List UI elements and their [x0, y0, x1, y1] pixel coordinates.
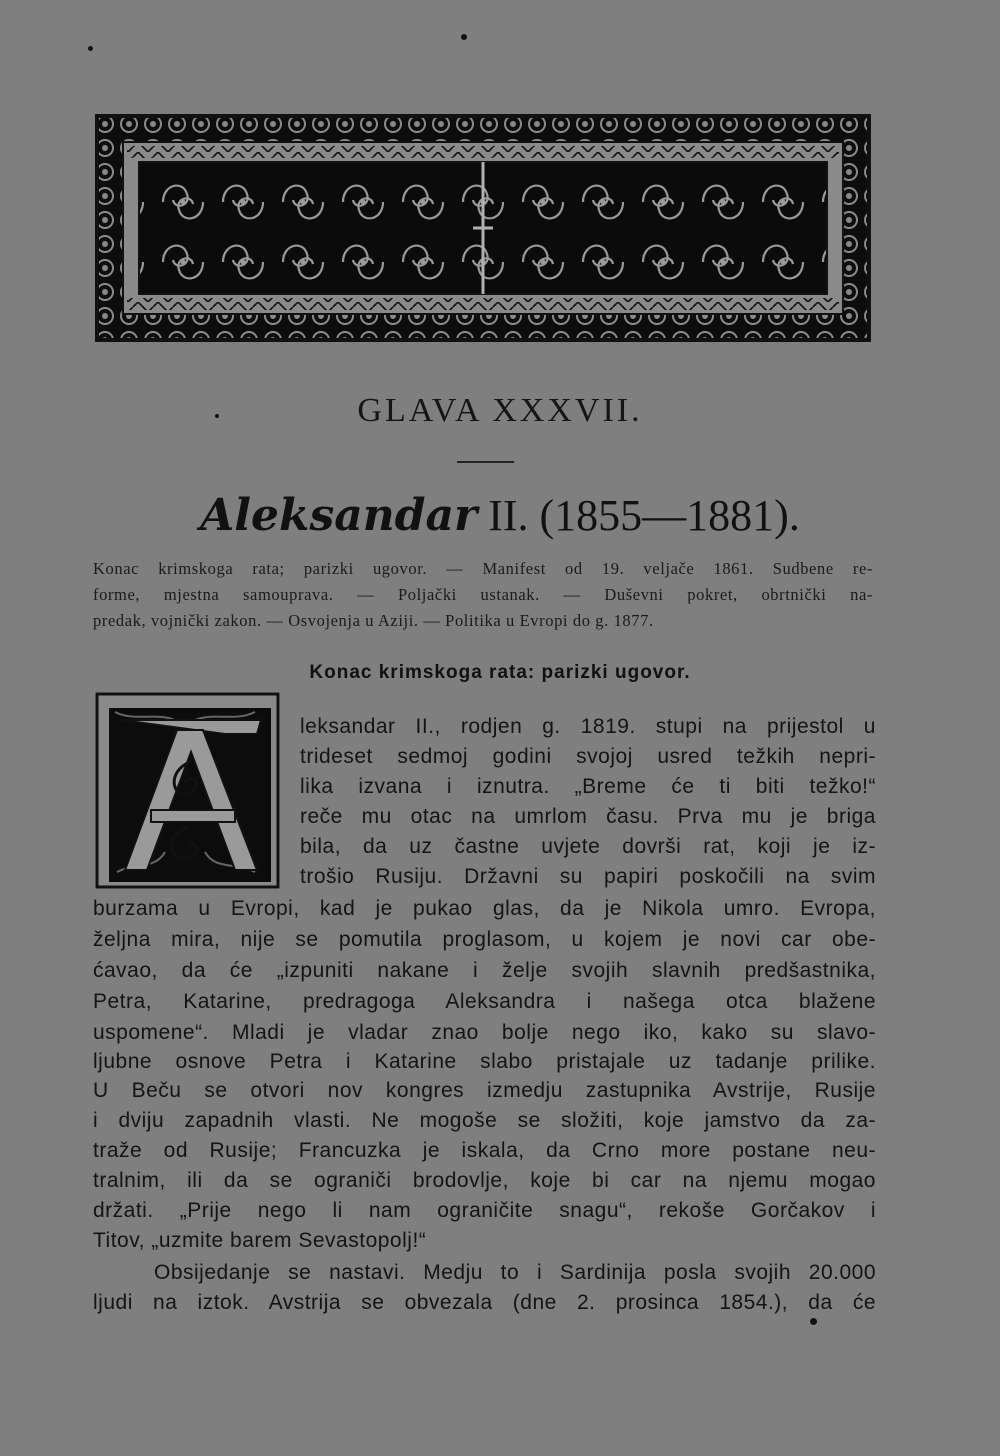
section-heading: Konac krimskoga rata: parizki ugovor. [309, 662, 691, 683]
ink-speck [461, 34, 467, 40]
body-line: Petra, Katarine, predragoga Aleksandra i našega otca blažene [93, 990, 876, 1013]
body-line: Obsijedanje se nastavi. Medju to i Sardinija posla svojih 20.000 [154, 1261, 876, 1284]
drop-capital [95, 692, 280, 889]
body-line: trideset sedmoj godini svojoj usred težkih nepri- [300, 745, 876, 768]
body-line: traže od Rusije; Francuzka je iskala, da Crno more postane neu- [93, 1139, 876, 1162]
header-ornament [93, 112, 873, 344]
body-line: U Beču se otvori nov kongres izmedju zastupnika Avstrije, Rusije [93, 1079, 876, 1102]
ink-speck [810, 1318, 817, 1325]
chapter-title: GLAVA XXXVII. [357, 392, 643, 429]
body-line: burzama u Evropi, kad je pukao glas, da je Nikola umro. Evropa, [93, 897, 876, 920]
body-line: ćavao, da će „izpuniti nakane i želje svojih slavnih predšastnika, [93, 959, 876, 982]
title-divider [457, 461, 514, 463]
body-line: držati. „Prije nego li nam ograničite snagu“, rekoše Gorčakov i [93, 1199, 876, 1222]
body-line: Titov, „uzmite barem Sevastopolj!“ [93, 1229, 427, 1252]
body-line: ljudi na iztok. Avstrija se obvezala (dne 2. prosinca 1854.), da će [93, 1291, 876, 1314]
svg-text:A: A [195, 878, 198, 883]
body-line: tralnim, ili da se ograniči brodovlje, koje bi car na njemu mogao [93, 1169, 876, 1192]
body-line: uspomene“. Mladi je vladar znao bolje nego iko, kako su slavo- [93, 1021, 876, 1044]
body-line: željna mira, nije se pomutila proglasom, u kojem je novi car obe- [93, 928, 876, 951]
body-line: trošio Rusiju. Državni su papiri poskočili na svim [300, 865, 876, 888]
body-line: ljubne osnove Petra i Katarine slabo pristajale uz tadanje prilike. [93, 1050, 876, 1073]
body-line: reče mu otac na umrlom času. Prva mu je briga [300, 805, 876, 828]
summary-line: Konac krimskoga rata; parizki ugovor. — Manifest od 19. veljače 1861. Sudbene re- [93, 559, 873, 578]
main-title [0, 490, 1000, 541]
body-line: lika izvana i iznutra. „Breme će ti biti težko!“ [300, 775, 876, 798]
title-dates: II. (1855—1881). [477, 491, 800, 540]
body-line: leksandar II., rodjen g. 1819. stupi na prijestol u [300, 715, 876, 738]
summary-line: predak, vojnički zakon. — Osvojenja u Aziji. — Politika u Evropi do g. 1877. [93, 611, 654, 630]
body-line: bila, da uz častne uvjete dovrši rat, koji je iz- [300, 835, 876, 858]
body-line: i dviju zapadnih vlasti. Ne mogoše se složiti, koje jamstvo da za- [93, 1109, 876, 1132]
title-name: Aleksandar [200, 490, 478, 541]
ink-speck [88, 46, 93, 51]
summary-line: forme, mjestna samouprava. — Poljački ustanak. — Duševni pokret, obrtnički na- [93, 585, 873, 604]
